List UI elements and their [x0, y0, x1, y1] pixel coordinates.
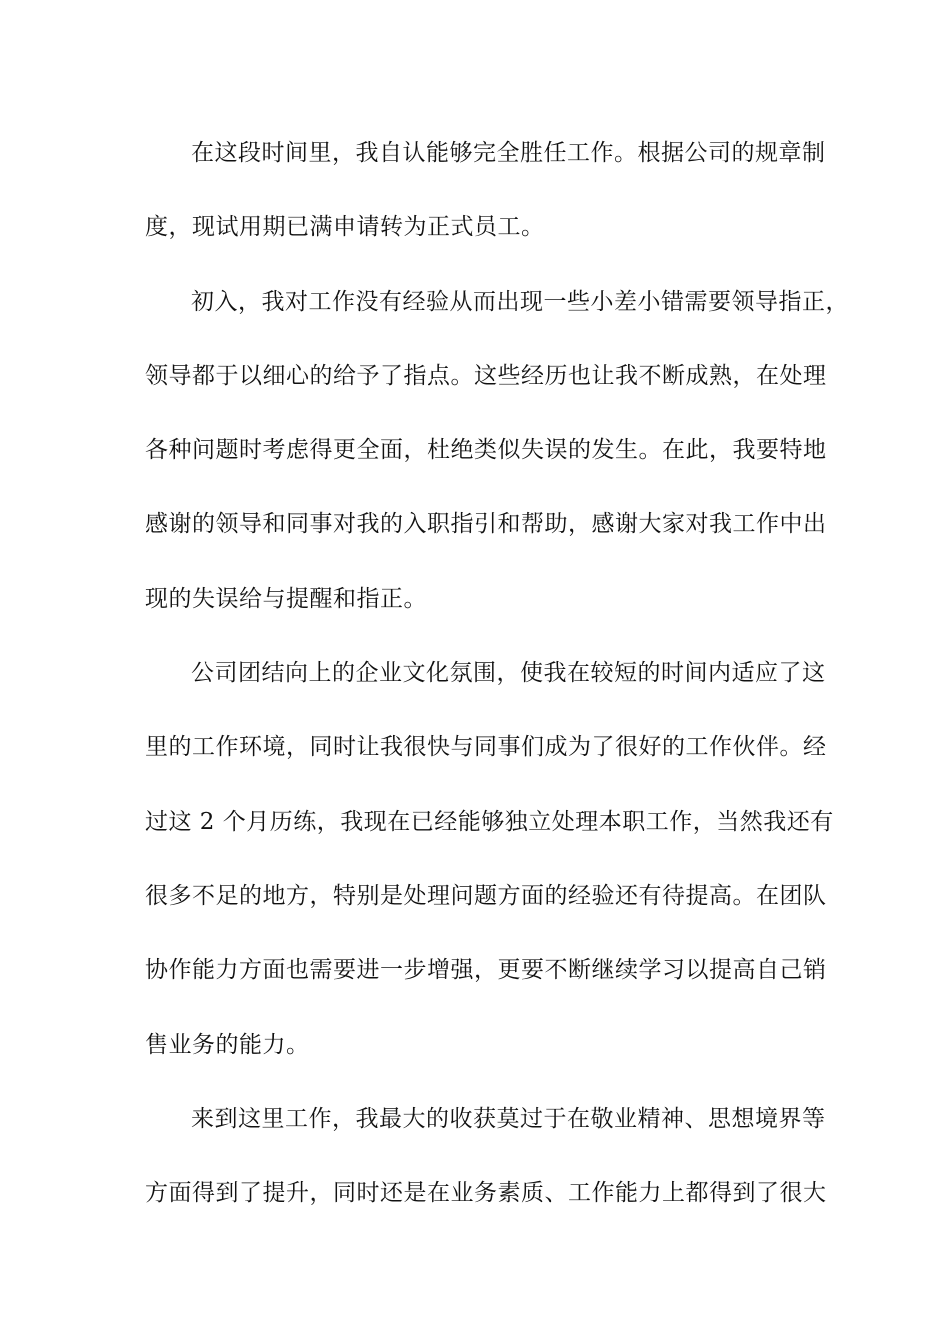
text-line: 方面得到了提升，同时还是在业务素质、工作能力上都得到了很大	[145, 1180, 827, 1207]
paragraph-4	[145, 1094, 845, 1243]
paragraph-1	[145, 128, 845, 277]
text-line: 现的失误给与提醒和指正。	[145, 585, 427, 612]
text-line: 里的工作环境，同时让我很快与同事们成为了很好的工作伙伴。经	[145, 734, 827, 761]
text-line: 公司团结向上的企业文化氛围，使我在较短的时间内适应了这	[191, 660, 826, 687]
text-line: 领导都于以细心的给予了指点。这些经历也让我不断成熟，在处理	[145, 362, 827, 389]
text-line: 很多不足的地方，特别是处理问题方面的经验还有待提高。在团队	[145, 882, 827, 909]
text-line: 协作能力方面也需要进一步增强，更要不断继续学习以提高自己销	[145, 957, 827, 984]
text-line: 各种问题时考虑得更全面，杜绝类似失误的发生。在此，我要特地	[145, 437, 827, 464]
text-line: 度，现试用期已满申请转为正式员工。	[145, 214, 545, 241]
document-body	[145, 128, 849, 1242]
text-line: 来到这里工作，我最大的收获莫过于在敬业精神、思想境界等	[191, 1105, 826, 1132]
text-line: 感谢的领导和同事对我的入职指引和帮助，感谢大家对我工作中出	[145, 511, 827, 538]
text-line: 初入，我对工作没有经验从而出现一些小差小错需要领导指正，	[191, 288, 849, 315]
paragraph-3	[145, 648, 845, 1094]
paragraph-2	[145, 277, 849, 648]
text-line: 过这 2 个月历练，我现在已经能够独立处理本职工作，当然我还有	[145, 808, 834, 835]
text-line: 售业务的能力。	[145, 1031, 310, 1058]
text-line: 在这段时间里，我自认能够完全胜任工作。根据公司的规章制	[191, 140, 826, 166]
